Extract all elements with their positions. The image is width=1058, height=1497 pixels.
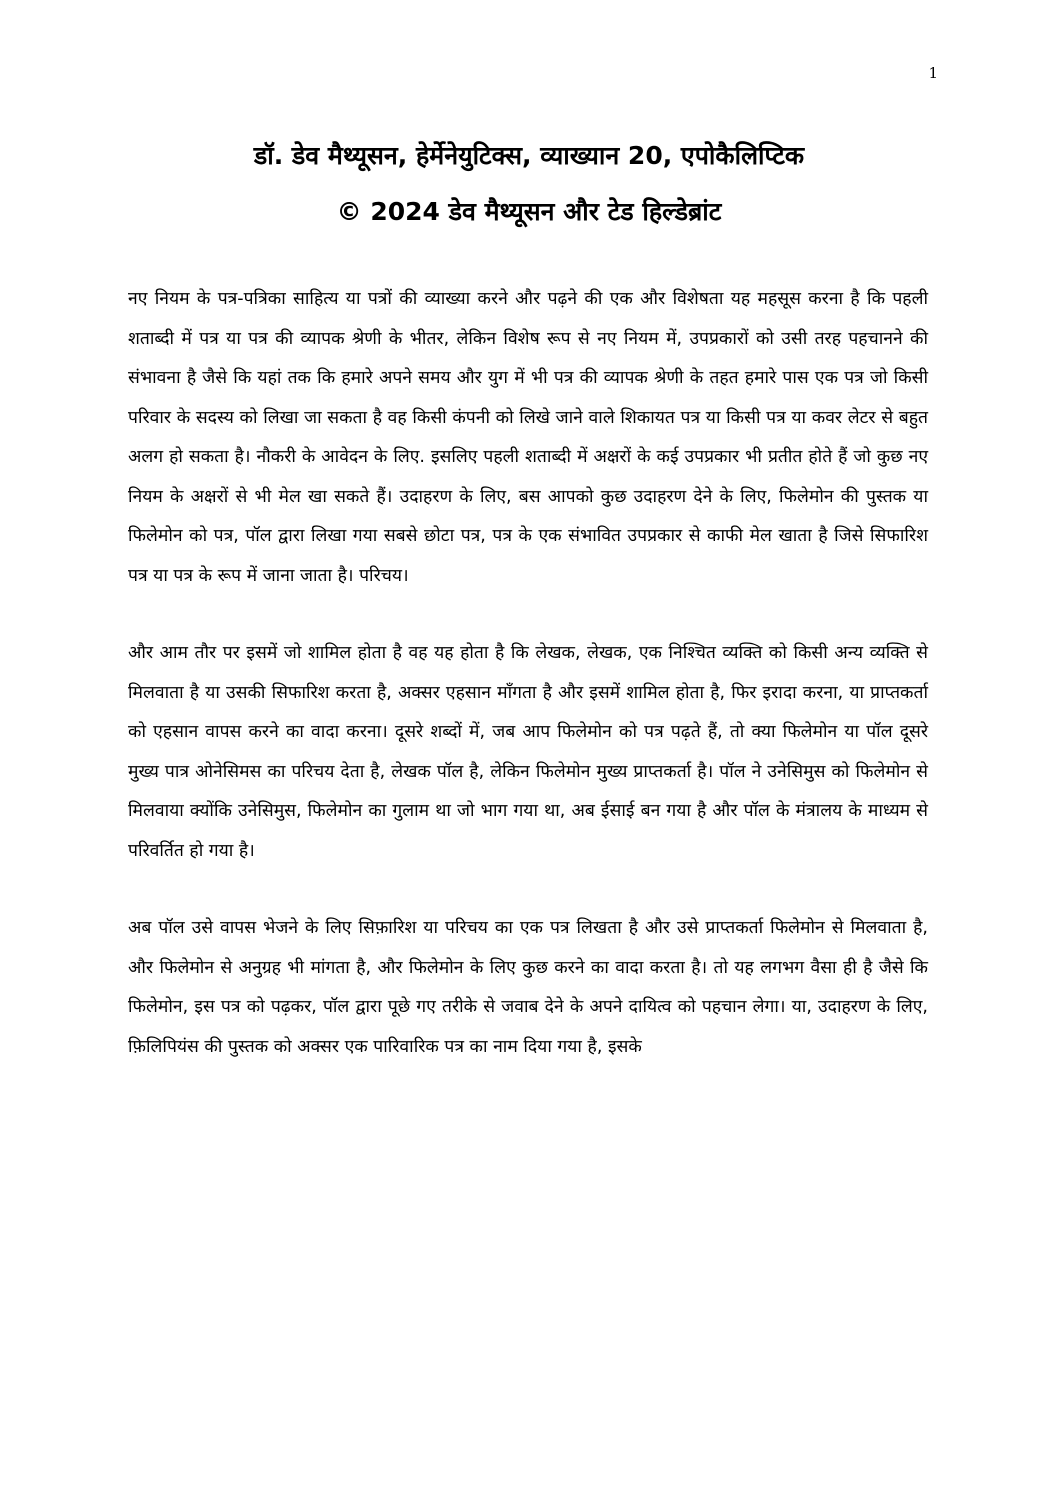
paragraph: नए नियम के पत्र-पत्रिका साहित्य या पत्रों की व्याख्या करने और पढ़ने की एक और विशेषता यह महसूस करना है कि पहली शताब्दी में पत्र या पत्र की व्यापक श्रेणी के भीतर, लेकिन विशेष रूप से नए नियम में, उपप्रकारों को उसी तरह पहचानने की संभावना है जैसे कि यहां तक कि हमारे अपने समय और युग में भी पत्र की व्यापक श्रेणी के तहत हमारे पास एक पत्र जो किसी परिवार के सदस्य को लिखा जा सकता है वह किसी कंपनी को लिखे जाने वाले शिकायत पत्र या किसी पत्र या कवर लेटर से बहुत अलग हो सकता है। नौकरी के आवेदन के लिए. इसलिए पहली शताब्दी में अक्षरों के कई उपप्रकार भी प्रतीत होते हैं जो कुछ नए नियम के अक्षरों से भी मेल खा सकते हैं। उदाहरण के लिए, बस आपको कुछ उदाहरण देने के लिए, फिलेमोन की पुस्तक या फिलेमोन को पत्र, पॉल द्वारा लिखा गया सबसे छोटा पत्र, पत्र के एक संभावित उपप्रकार से काफी मेल खाता है जिसे सिफारिश पत्र या पत्र के रूप में जाना जाता है। परिचय। [128,289,928,586]
document-title [60,128,998,240]
document-body [128,280,928,1105]
title-line-copyright: © 2024 डेव मैथ्यूसन और टेड हिल्डेब्रांट [336,197,722,226]
paragraph: अब पॉल उसे वापस भेजने के लिए सिफ़ारिश या परिचय का एक पत्र लिखता है और उसे प्राप्तकर्ता फिलेमोन से मिलवाता है, और फिलेमोन से अनुग्रह भी मांगता है, और फिलेमोन के लिए कुछ करने का वादा करता है। तो यह लगभग वैसा ही है जैसे कि फिलेमोन, इस पत्र को पढ़कर, पॉल द्वारा पूछे गए तरीके से जवाब देने के अपने दायित्व को पहचान लेगा। या, उदाहरण के लिए, फ़िलिपियंस की पुस्तक को अक्सर एक पारिवारिक पत्र का नाम दिया गया है, इसके [128,918,928,1057]
paragraph: और आम तौर पर इसमें जो शामिल होता है वह यह होता है कि लेखक, लेखक, एक निश्चित व्यक्ति को किसी अन्य व्यक्ति से मिलवाता है या उसकी सिफारिश करता है, अक्सर एहसान माँगता है और इसमें शामिल होता है, फिर इरादा करना, या प्राप्तकर्ता को एहसान वापस करने का वादा करना। दूसरे शब्दों में, जब आप फिलेमोन को पत्र पढ़ते हैं, तो क्या फिलेमोन या पॉल दूसरे मुख्य पात्र ओनेसिमस का परिचय देता है, लेखक पॉल है, लेकिन फिलेमोन मुख्य प्राप्तकर्ता है। पॉल ने उनेसिमुस को फिलेमोन से मिलवाया क्योंकि उनेसिमुस, फिलेमोन का गुलाम था जो भाग गया था, अब ईसाई बन गया है और पॉल के मंत्रालय के माध्यम से परिवर्तित हो गया है। [128,643,928,861]
page-number: 1 [928,64,938,82]
title-line-lecture: डॉ. डेव मैथ्यूसन, हेर्मेनेयुटिक्स, व्याख्यान 20, एपोकैलिप्टिक [253,141,805,170]
